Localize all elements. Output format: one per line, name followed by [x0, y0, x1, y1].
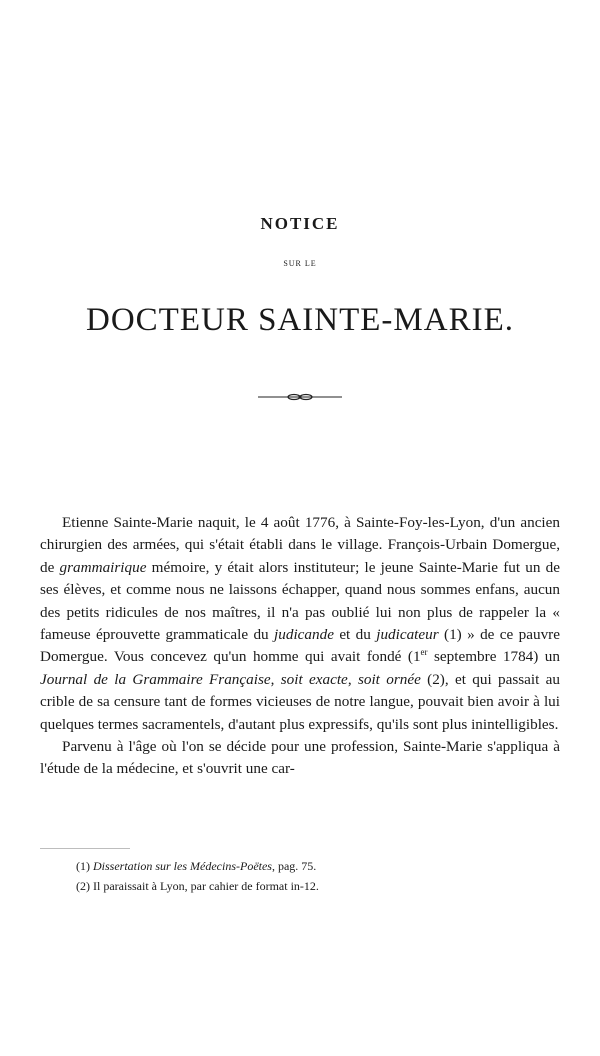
italic-run: judicande: [274, 626, 334, 644]
superscript: er: [420, 647, 428, 658]
footnote-2: [76, 876, 556, 896]
footnote-rule: [40, 848, 130, 849]
text-run: (1) » de ce pauvre Domergue. Vous concevez qu'un homme qui avait fondé (1: [40, 626, 560, 666]
footnote-number: (1): [76, 859, 90, 873]
text-run: Etienne Sainte-Marie naquit, le 4 août 1776, à Sainte-Foy-les-Lyon, d'un ancien chirurgien des armées, qui s'était établi dans le village. François-Urbain Domergue, de: [40, 514, 560, 576]
page-title: NOTICE: [260, 214, 340, 233]
footnote-1: [76, 856, 556, 876]
body-text: [40, 512, 560, 781]
italic-run: soit exacte: [280, 670, 348, 688]
footnotes: [76, 856, 556, 896]
paragraph-2: Parvenu à l'âge où l'on se décide pour une profession, Sainte-Marie s'appliqua à l'étude de la médecine, et s'ouvrit une car-: [40, 738, 560, 778]
italic-run: soit ornée: [357, 670, 421, 688]
footnote-italic: Dissertation sur les Médecins-Poëtes: [93, 859, 272, 873]
italic-run: Journal de la Grammaire Française: [40, 670, 271, 688]
paragraph-1: [40, 512, 560, 736]
text-run: ,: [270, 670, 281, 688]
text-run: (2), et qui passait au crible de sa censure tant de formes vicieuses de notre langue, pouvait bien avoir à lui quelques termes sacramentels, d'autant plus expressifs, qu'ils sont plus inintelligibles.: [40, 670, 561, 733]
italic-run: judicateur: [376, 626, 439, 644]
subject-name: DOCTEUR SAINTE-MARIE.: [86, 302, 514, 338]
italic-run: grammairique: [59, 558, 147, 576]
title-preposition: SUR LE: [283, 259, 317, 268]
text-run: septembre 1784) un: [427, 648, 560, 666]
footnote-text: , pag. 75.: [271, 859, 317, 873]
text-run: ,: [347, 670, 358, 688]
text-run: mémoire, y était alors instituteur; le jeune Sainte-Marie fut un de ses élèves, et comme nous ne laissons échapper, quand nous sommes enfans, aucun des petits ridicules de nos maîtres, il n'a pas oublié lui non plus de rappeler la « fameuse éprouvette grammaticale du: [40, 558, 560, 644]
footnote-text: Il paraissait à Lyon, par cahier de format in-12.: [93, 879, 319, 893]
ornament-divider: [258, 390, 342, 404]
footnote-number: (2): [76, 879, 90, 893]
text-run: et du: [333, 626, 377, 644]
